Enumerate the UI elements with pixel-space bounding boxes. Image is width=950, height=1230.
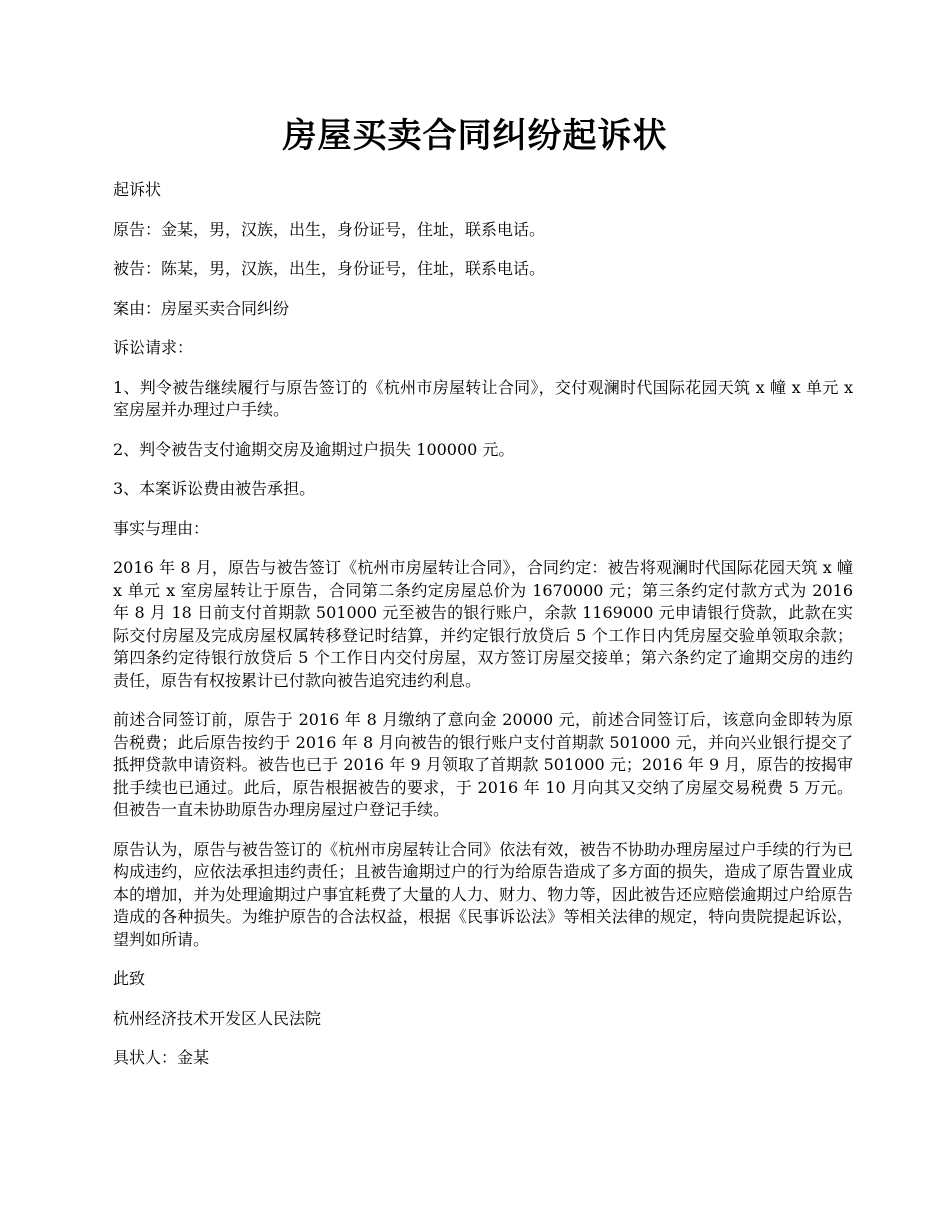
- facts-paragraph-1: 2016 年 8 月，原告与被告签订《杭州市房屋转让合同》，合同约定：被告将观澜时代国际花园天筑 x 幢 x 单元 x 室房屋转让于原告，合同第二条约定房屋总价为 1670000 元；第三条约定付款方式为 2016 年 8 月 18 日前支付首期款 501000 元至被告的银行账户，余款 1169000 元申请银行贷款，此款在实际交付房屋及完成房屋权属转移登记时结算，并约定银行放贷后 5 个工作日内凭房屋交验单领取余款；第四条约定待银行放贷后 5 个工作日内交付房屋，双方签订房屋交接单；第六条约定了逾期交房的违约责任，原告有权按累计已付款向被告追究违约利息。: [113, 558, 853, 690]
- claim-3: 3、本案诉讼费由被告承担。: [113, 479, 316, 498]
- claims-heading: 诉讼请求：: [113, 338, 194, 357]
- facts-paragraph-3: 原告认为，原告与被告签订的《杭州市房屋转让合同》依法有效，被告不协助办理房屋过户手续的行为已构成违约，应依法承担违约责任；且被告逾期过户的行为给原告造成了多方面的损失，造成了原告置业成本的增加，并为处理逾期过户事宜耗费了大量的人力、财力、物力等，因此被告还应赔偿逾期过户给原告造成的各种损失。为维护原告的合法权益，根据《民事诉讼法》等相关法律的规定，特向贵院提起诉讼，望判如所请。: [113, 839, 853, 949]
- heading-complaint: 起诉状: [113, 180, 162, 199]
- salutation: 此致: [113, 969, 146, 988]
- facts-paragraph-2: 前述合同签订前，原告于 2016 年 8 月缴纳了意向金 20000 元，前述合同签订后，该意向金即转为原告税费；此后原告按约于 2016 年 8 月向被告的银行账户支付首期款 501000 元，并向兴业银行提交了抵押贷款申请资料。被告也已于 2016 年 9 月领取了首期款 501000 元；2016 年 9 月，原告的按揭审批手续也已通过。此后，原告根据被告的要求，于 2016 年 10 月向其又交纳了房屋交易税费 5 万元。但被告一直未协助原告办理房屋过户登记手续。: [113, 710, 853, 819]
- defendant-info: 被告：陈某，男，汉族，出生，身份证号，住址，联系电话。: [113, 259, 546, 278]
- facts-heading: 事实与理由：: [113, 518, 210, 538]
- court-name: 杭州经济技术开发区人民法院: [113, 1008, 322, 1028]
- claim-1: 1、判令被告继续履行与原告签订的《杭州市房屋转让合同》，交付观澜时代国际花园天筑 x 幢 x 单元 x 室房屋并办理过户手续。: [113, 377, 853, 419]
- plaintiff-info: 原告：金某，男，汉族，出生，身份证号，住址，联系电话。: [113, 219, 546, 239]
- document-body: [113, 179, 853, 1087]
- cause-of-action: 案由：房屋买卖合同纠纷: [113, 298, 290, 318]
- claim-2: 2、判令被告支付逾期交房及逾期过户损失 100000 元。: [113, 439, 515, 459]
- document-title: 房屋买卖合同纠纷起诉状: [282, 116, 668, 156]
- signatory: 具状人：金某: [113, 1048, 210, 1067]
